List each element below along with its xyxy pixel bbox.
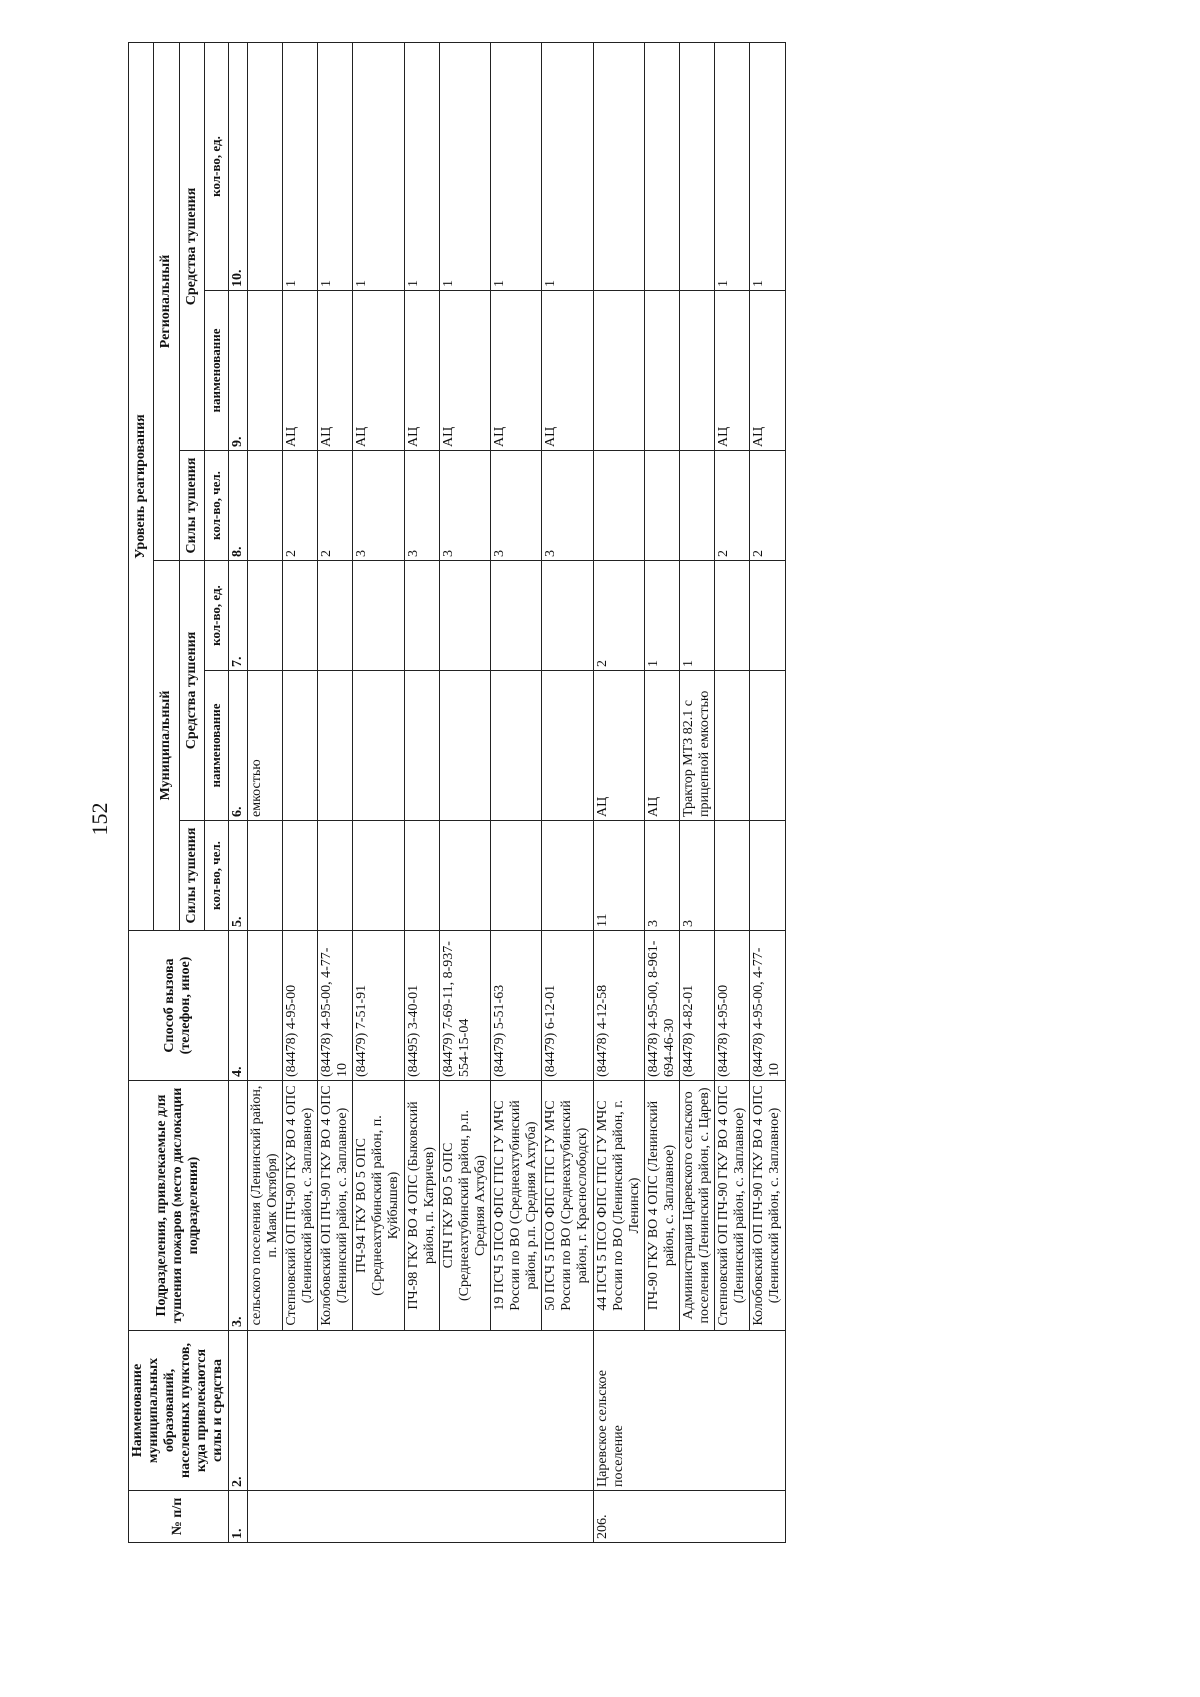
header-level: Уровень реагирования (129, 42, 154, 930)
cell-phone: (84478) 4-95-00, 4-77-10 (750, 931, 785, 1081)
cell-r-qty: 1 (404, 42, 439, 290)
cell-m-qty (542, 561, 593, 671)
cell-r-name: АЦ (439, 291, 490, 451)
cell-m-forces (318, 821, 353, 931)
cell-r-qty: 1 (542, 42, 593, 290)
cell-m-name (318, 671, 353, 821)
column-number: 5. (228, 821, 247, 931)
cell-m-name (750, 671, 785, 821)
cell-unit: 44 ПСЧ 5 ПСО ФПС ГПС ГУ МЧС России по ВО (Ленинский район, г. Ленинск) (593, 1081, 644, 1331)
cell-m-forces (542, 821, 593, 931)
cell-phone: (84478) 4-95-00 (715, 931, 750, 1081)
cell-r-forces: 3 (404, 451, 439, 561)
column-number: 3. (228, 1081, 247, 1331)
cell-phone: (84479) 6-12-01 (542, 931, 593, 1081)
cell-r-qty: 1 (490, 42, 541, 290)
table-row (247, 42, 282, 1542)
cell-m-forces: 3 (644, 821, 679, 931)
cell-phone: (84478) 4-95-00 (282, 931, 317, 1081)
cell-m-qty (490, 561, 541, 671)
cell-m-name: Трактор МТЗ 82.1 с прицепной емкостью (680, 671, 715, 821)
column-number: 10. (228, 42, 247, 290)
column-number: 6. (228, 671, 247, 821)
table-row (542, 42, 593, 1542)
cell-r-forces: 2 (750, 451, 785, 561)
cell-unit: СПЧ ГКУ ВО 5 ОПС (Среднеахтубинский район, р.п. Средняя Ахтуба) (439, 1081, 490, 1331)
cell-m-forces (282, 821, 317, 931)
cell-m-name (282, 671, 317, 821)
cell-r-name (247, 291, 282, 451)
cell-phone: (84479) 7-51-91 (353, 931, 404, 1081)
cell-r-name (680, 291, 715, 451)
cell-r-forces: 3 (542, 451, 593, 561)
table-row (490, 42, 541, 1542)
cell-m-name: АЦ (644, 671, 679, 821)
cell-n: 206. (593, 1491, 785, 1543)
cell-m-forces (247, 821, 282, 931)
cell-m-name: АЦ (593, 671, 644, 821)
header-unit: Подразделения, привлекаемые для тушения пожаров (место дислокации подразделения) (129, 1081, 229, 1331)
cell-unit: ПЧ-90 ГКУ ВО 4 ОПС (Ленинский район, с. Заплавное) (644, 1081, 679, 1331)
cell-r-forces (644, 451, 679, 561)
header-r-forces: Силы тушения (179, 451, 204, 561)
cell-unit: Администрация Царевского сельского поселения (Ленинский район, с. Царев) (680, 1081, 715, 1331)
cell-phone (247, 931, 282, 1081)
header-m-qty-people: кол-во, чел. (204, 821, 228, 931)
cell-r-qty (247, 42, 282, 290)
cell-r-name: АЦ (542, 291, 593, 451)
column-number: 2. (228, 1331, 247, 1491)
cell-unit: ПЧ-94 ГКУ ВО 5 ОПС (Среднеахтубинский район, п. Куйбышев) (353, 1081, 404, 1331)
table-row (750, 42, 785, 1542)
cell-m-name (439, 671, 490, 821)
cell-m-forces (404, 821, 439, 931)
table-row (353, 42, 404, 1542)
table-row (318, 42, 353, 1542)
header-m-qty-units: кол-во, ед. (204, 561, 228, 671)
cell-r-name (593, 291, 644, 451)
header-mo: Наименование муниципальных образований, населенных пунктов, куда привлекаются силы и средства (129, 1331, 229, 1491)
cell-m-name (542, 671, 593, 821)
cell-m-qty (353, 561, 404, 671)
cell-unit: 50 ПСЧ 5 ПСО ФПС ГПС ГУ МЧС России по ВО (Среднеахтубинский район, г. Краснослободск) (542, 1081, 593, 1331)
cell-r-qty: 1 (439, 42, 490, 290)
cell-m-forces (353, 821, 404, 931)
cell-m-forces (439, 821, 490, 931)
cell-r-forces (680, 451, 715, 561)
cell-unit: ПЧ-98 ГКУ ВО 4 ОПС (Быковский район, п. Катричев) (404, 1081, 439, 1331)
header-r-qty-people: кол-во, чел. (204, 451, 228, 561)
column-number: 4. (228, 931, 247, 1081)
cell-m-qty (439, 561, 490, 671)
cell-r-qty: 1 (318, 42, 353, 290)
cell-r-forces: 2 (282, 451, 317, 561)
cell-phone: (84479) 7-69-11, 8-937-554-15-04 (439, 931, 490, 1081)
cell-r-name: АЦ (282, 291, 317, 451)
cell-unit: сельского поселения (Ленинский район, п. Маяк Октября) (247, 1081, 282, 1331)
cell-m-qty (404, 561, 439, 671)
cell-r-name: АЦ (404, 291, 439, 451)
cell-r-qty (644, 42, 679, 290)
cell-unit: Степновский ОП ПЧ-90 ГКУ ВО 4 ОПС (Ленинский район, с. Заплавное) (715, 1081, 750, 1331)
cell-phone: (84478) 4-95-00, 4-77-10 (318, 931, 353, 1081)
page-number: 152 (87, 802, 112, 836)
cell-phone: (84495) 3-40-01 (404, 931, 439, 1081)
cell-m-forces (750, 821, 785, 931)
cell-r-name: АЦ (715, 291, 750, 451)
cell-m-forces: 3 (680, 821, 715, 931)
cell-r-qty: 1 (750, 42, 785, 290)
cell-phone: (84479) 5-51-63 (490, 931, 541, 1081)
cell-r-qty: 1 (353, 42, 404, 290)
cell-r-forces: 3 (353, 451, 404, 561)
cell-r-name: АЦ (318, 291, 353, 451)
cell-mo: Царевское сельское поселение (593, 1331, 785, 1491)
table-row (282, 42, 317, 1542)
table-row (439, 42, 490, 1542)
cell-r-forces (593, 451, 644, 561)
cell-m-forces (490, 821, 541, 931)
header-num: № п/п (129, 1491, 229, 1543)
cell-m-forces (715, 821, 750, 931)
cell-m-qty: 1 (644, 561, 679, 671)
cell-r-qty (593, 42, 644, 290)
fire-response-table (128, 42, 786, 1543)
table-body (247, 42, 785, 1542)
cell-r-name: АЦ (750, 291, 785, 451)
cell-phone: (84478) 4-95-00, 8-961-694-46-30 (644, 931, 679, 1081)
cell-phone: (84478) 4-82-01 (680, 931, 715, 1081)
cell-mo (247, 1331, 593, 1491)
column-number: 8. (228, 451, 247, 561)
rotated-table-container (128, 43, 1128, 1543)
column-number: 7. (228, 561, 247, 671)
cell-m-qty: 1 (680, 561, 715, 671)
cell-m-qty (318, 561, 353, 671)
cell-unit: Колобовский ОП ПЧ-90 ГКУ ВО 4 ОПС (Ленинский район, с. Заплавное) (750, 1081, 785, 1331)
header-m-forces: Силы тушения (179, 821, 204, 931)
cell-r-name: АЦ (353, 291, 404, 451)
cell-unit: Степновский ОП ПЧ-90 ГКУ ВО 4 ОПС (Ленинский район, с. Заплавное) (282, 1081, 317, 1331)
column-number: 1. (228, 1491, 247, 1543)
table-row (644, 42, 679, 1542)
cell-m-name: емкостью (247, 671, 282, 821)
column-numbers-row (228, 42, 247, 1542)
header-r-qty-units: кол-во, ед. (204, 42, 228, 290)
header-municipal: Муниципальный (154, 561, 179, 931)
cell-m-qty: 2 (593, 561, 644, 671)
cell-n (247, 1491, 593, 1543)
cell-r-name: АЦ (490, 291, 541, 451)
cell-r-forces: 3 (490, 451, 541, 561)
table-row (680, 42, 715, 1542)
cell-r-forces (247, 451, 282, 561)
cell-m-name (490, 671, 541, 821)
header-r-name: наименование (204, 291, 228, 451)
header-r-means: Средства тушения (179, 42, 204, 450)
cell-m-name (404, 671, 439, 821)
cell-m-name (715, 671, 750, 821)
table-row (404, 42, 439, 1542)
cell-unit: 19 ПСЧ 5 ПСО ФПС ГПС ГУ МЧС России по ВО (Среднеахтубинский район, р.п. Средняя Ахтуба) (490, 1081, 541, 1331)
column-number: 9. (228, 291, 247, 451)
cell-r-qty: 1 (715, 42, 750, 290)
cell-r-forces: 3 (439, 451, 490, 561)
cell-m-qty (715, 561, 750, 671)
cell-m-name (353, 671, 404, 821)
header-regional: Региональный (154, 42, 179, 560)
cell-m-forces: 11 (593, 821, 644, 931)
header-call: Способ вызова (телефон, иное) (129, 931, 229, 1081)
cell-unit: Колобовский ОП ПЧ-90 ГКУ ВО 4 ОПС (Ленинский район, с. Заплавное) (318, 1081, 353, 1331)
cell-m-qty (282, 561, 317, 671)
cell-r-qty (680, 42, 715, 290)
table-row (715, 42, 750, 1542)
cell-r-forces: 2 (715, 451, 750, 561)
cell-m-qty (247, 561, 282, 671)
cell-m-qty (750, 561, 785, 671)
table-row (593, 42, 644, 1542)
cell-phone: (84478) 4-12-58 (593, 931, 644, 1081)
cell-r-forces: 2 (318, 451, 353, 561)
header-m-means: Средства тушения (179, 561, 204, 821)
header-m-name: наименование (204, 671, 228, 821)
cell-r-name (644, 291, 679, 451)
cell-r-qty: 1 (282, 42, 317, 290)
